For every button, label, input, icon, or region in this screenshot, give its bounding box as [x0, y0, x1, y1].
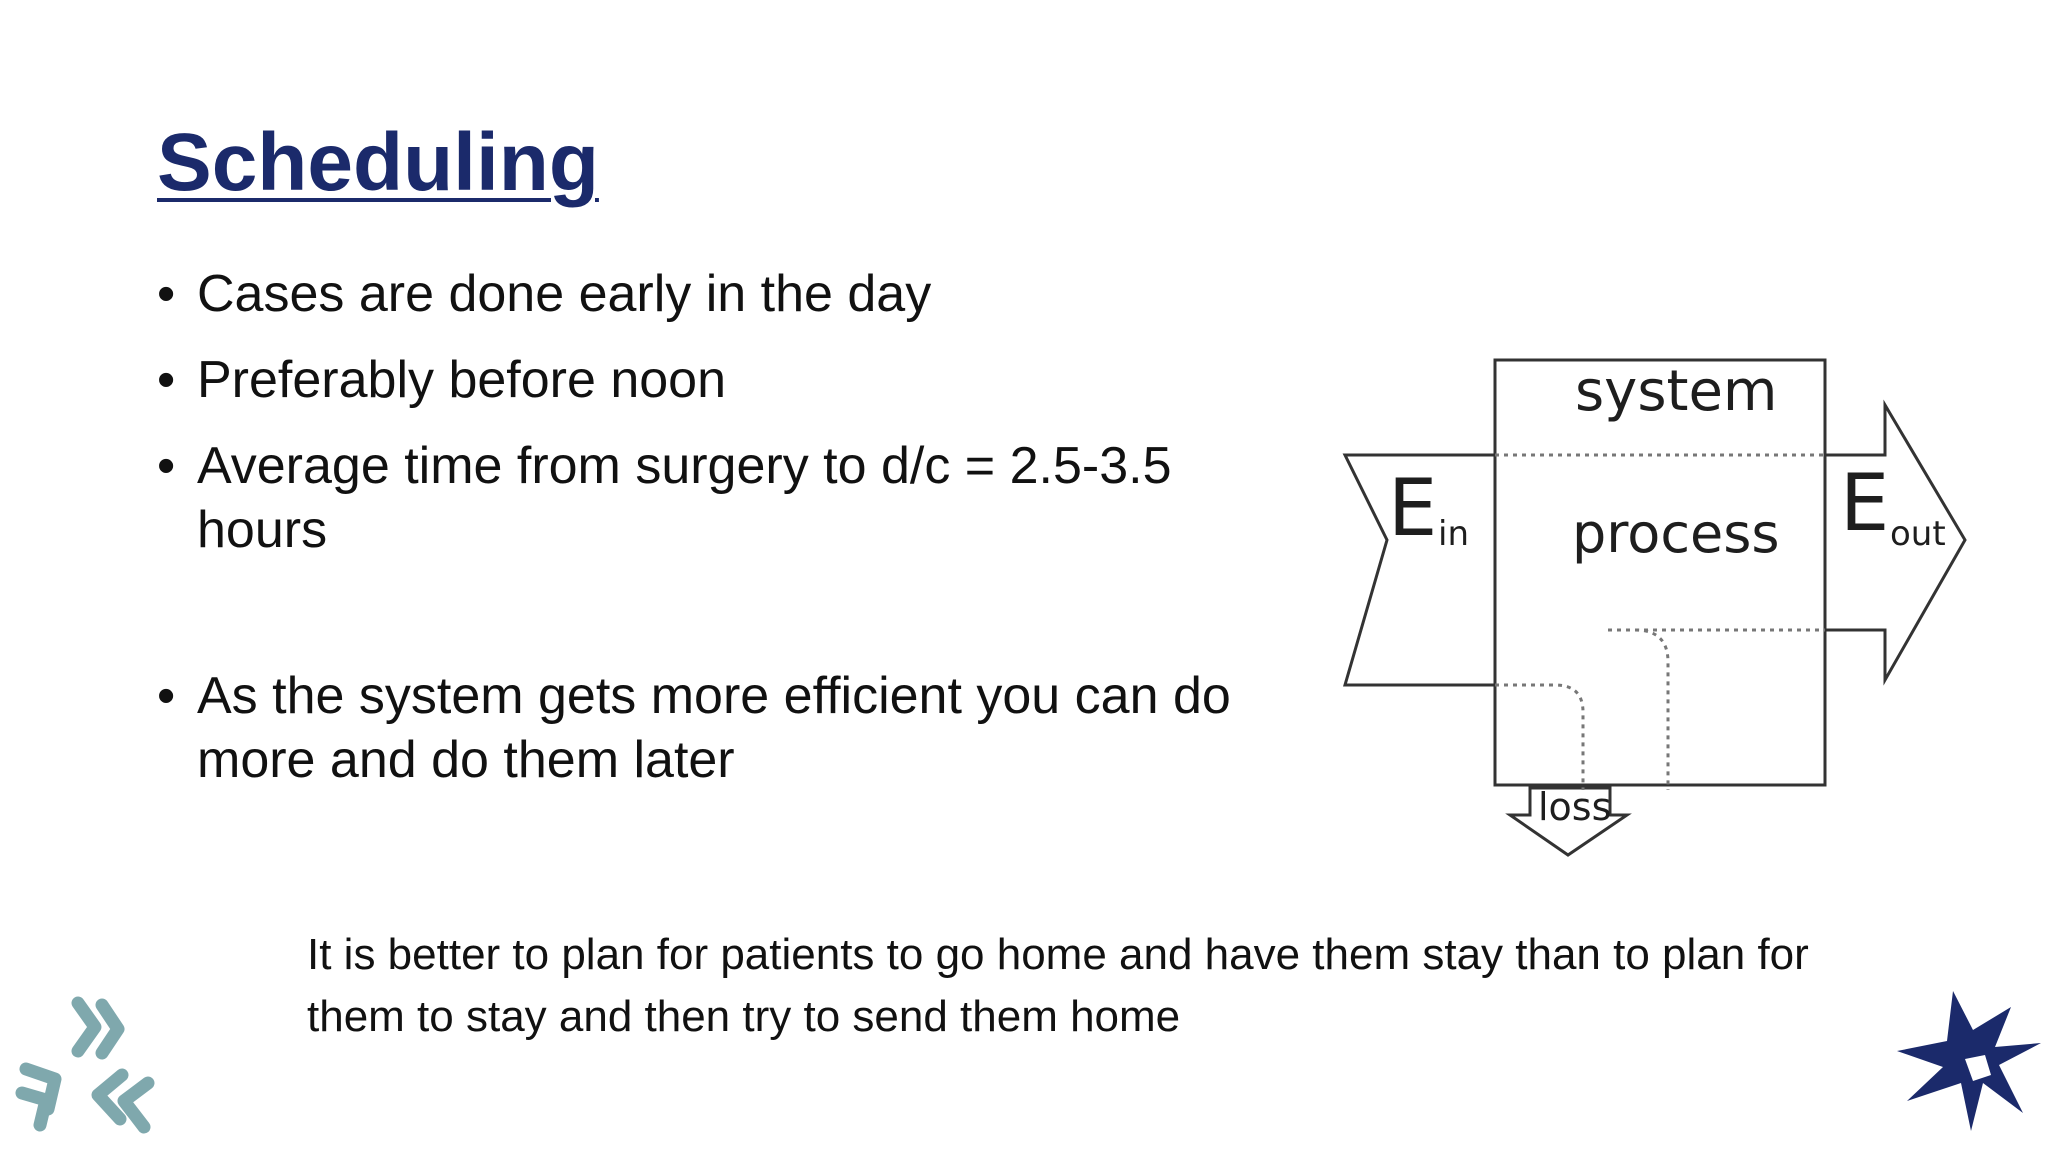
energy-flow-diagram [1330, 350, 1980, 870]
bottom-note: It is better to plan for patients to go home and have them stay than to plan for them to stay and then try to send them home [307, 930, 1809, 1041]
bullet-item: • Preferably before noon [157, 348, 1307, 412]
bullet-item: • Average time from surgery to d/c = 2.5-3.5 hours [157, 434, 1307, 562]
energy-in-subscript: in [1438, 514, 1469, 554]
navy-star-logo-icon [1895, 985, 2045, 1135]
teal-chevron-logo-icon [10, 985, 160, 1135]
bullet-list [157, 262, 1307, 814]
bullet-item: • As the system gets more efficient you can do more and do them later [157, 664, 1307, 792]
bullet-item: • Cases are done early in the day [157, 262, 1307, 326]
energy-in-label: E [1388, 464, 1438, 554]
energy-out-label: E [1840, 459, 1890, 549]
loss-label: loss [1538, 785, 1612, 829]
loss-flow-line-inner [1608, 630, 1668, 790]
energy-out-subscript: out [1890, 514, 1946, 554]
process-label: process [1572, 502, 1780, 565]
slide-title: Scheduling [157, 117, 599, 208]
loss-flow-line-outer [1495, 685, 1583, 790]
system-label: system [1575, 359, 1778, 424]
